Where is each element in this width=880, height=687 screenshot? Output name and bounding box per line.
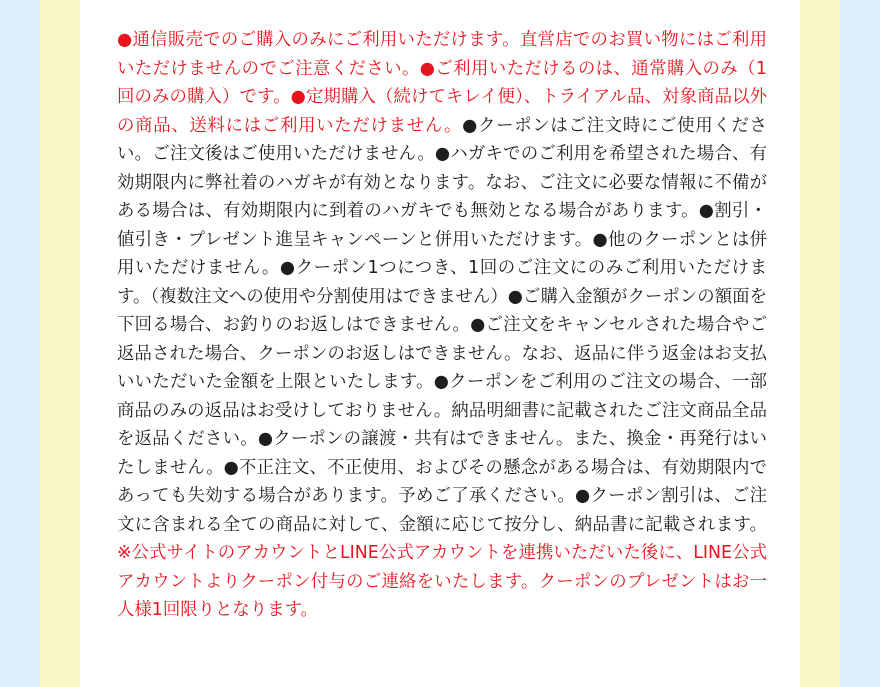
restriction-notes-red: ●通信販売でのご購入のみにご利用いただけます。直営店でのお買い物にはご利用いただけませんのでご注意ください。●ご利用いただけるのは、通常購入のみ（1回のみの購入）です。●定期購入（続けてキレイ便）、トライアル品、対象商品以外の商品、送料にはご利用いただけません。 [117,30,767,136]
right-blue-background [840,0,880,687]
usage-notes: ●クーポンはご注文時にご使用ください。ご注文後はご使用いただけません。●ハガキでのご利用を希望された場合、有効期限内に弊社着のハガキが有効となります。なお、ご注文に必要な情報に不備がある場合は、有効期限内に到着のハガキでも無効となる場合があります。●割引・値引き・プレゼント進呈キャンペーンと併用いただけます。●他のクーポンとは併用いただけません。●クーポン1つにつき、1回のご注文にのみご利用いただけます。（複数注文への使用や分割使用はできません）●ご購入金額がクーポンの額面を下回る場合、お釣りのお返しはできません。●ご注文をキャンセルされた場合やご返品された場合、クーポンのお返しはできません。なお、返品に伴う返金はお支払いいただいた金額を上限といたします。●クーポンをご利用のご注文の場合、一部商品のみの返品はお受けしておりません。納品明細書に記載されたご注文商品全品を返品ください。●クーポンの譲渡・共有はできません。また、換金・再発行はいたしません。●不正注文、不正使用、およびその懸念がある場合は、有効期限内であっても失効する場合があります。予めご了承ください。●クーポン割引は、ご注文に含まれる全ての商品に対して、金額に応じて按分し、納品書に記載されます。 [117,115,767,535]
coupon-terms-text [117,26,767,625]
notes-panel [80,0,800,687]
left-yellow-frame [40,0,80,687]
right-yellow-frame [800,0,840,687]
left-blue-background [0,0,40,687]
line-campaign-notice-red: ※公式サイトのアカウントとLINE公式アカウントを連携いただいた後に、LINE公式アカウントよりクーポン付与のご連絡をいたします。クーポンのプレゼントはお一人様1回限りとなります。 [117,543,767,620]
